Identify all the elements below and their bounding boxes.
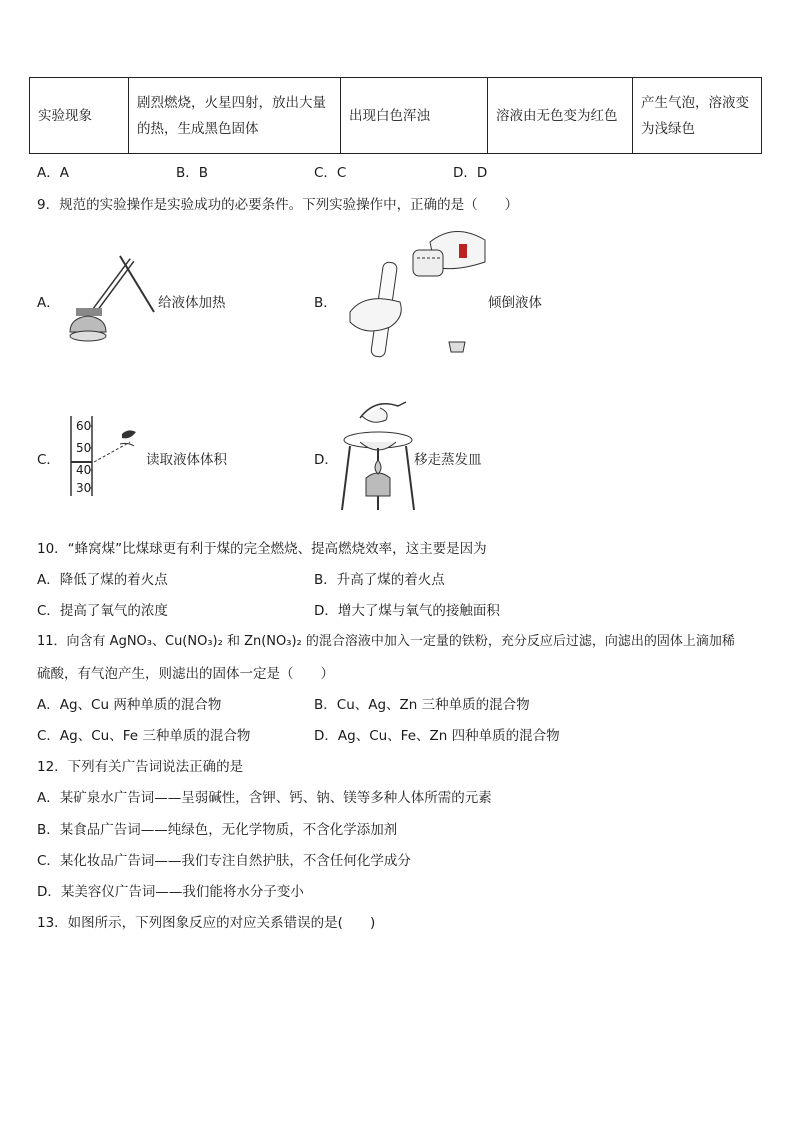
table-cell: 产生气泡，溶液变为浅绿色	[633, 78, 762, 154]
q9-option-d-letter[interactable]: D．	[314, 452, 338, 468]
q8-option-a[interactable]: A．A	[37, 165, 69, 181]
cylinder-tick-50: 50	[76, 441, 92, 455]
q11-option-a[interactable]: A．Ag、Cu 两种单质的混合物	[37, 697, 222, 713]
q10-option-c[interactable]: C．提高了氧气的浓度	[37, 603, 168, 619]
q10-stem: 10．“蜂窝煤”比煤球更有利于煤的完全燃烧、提高燃烧效率，这主要是因为	[37, 541, 487, 557]
q11-stem-line1: 11．向含有 AgNO₃、Cu(NO₃)₂ 和 Zn(NO₃)₂ 的混合溶液中加入一定量的铁粉，充分反应后过滤，向滤出的固体上滴加稀	[37, 634, 735, 649]
q12-stem: 12．下列有关广告词说法正确的是	[37, 759, 244, 775]
q12-option-d[interactable]: D．某美容仪广告词——我们能将水分子变小	[37, 884, 304, 900]
q11-option-b[interactable]: B．Cu、Ag、Zn 三种单质的混合物	[314, 697, 530, 713]
pouring-liquid-figure	[345, 222, 490, 362]
q11-stem-line2: 硫酸，有气泡产生，则滤出的固体一定是（ ）	[37, 666, 334, 682]
q9-option-b-letter[interactable]: B．	[314, 295, 337, 311]
observation-table	[29, 77, 762, 154]
evaporating-dish-figure	[340, 398, 415, 513]
q9-option-c-caption: 读取液体体积	[146, 452, 227, 468]
table-row	[30, 78, 762, 154]
q12-option-b[interactable]: B．某食品广告词——纯绿色，无化学物质，不含化学添加剂	[37, 822, 398, 838]
q8-option-b[interactable]: B．B	[176, 165, 209, 181]
cylinder-tick-30: 30	[76, 481, 92, 495]
q12-option-a[interactable]: A．某矿泉水广告词——呈弱碱性，含钾、钙、钠、镁等多种人体所需的元素	[37, 790, 492, 806]
cylinder-tick-40: 40	[76, 463, 92, 477]
q8-option-d[interactable]: D．D	[453, 165, 488, 181]
q11-option-d[interactable]: D．Ag、Cu、Fe、Zn 四种单质的混合物	[314, 728, 560, 744]
q9-option-a-caption: 给液体加热	[158, 295, 226, 311]
cylinder-tick-60: 60	[76, 419, 92, 433]
q10-option-b[interactable]: B．升高了煤的着火点	[314, 572, 445, 588]
q9-option-a-letter[interactable]: A．	[37, 295, 60, 311]
q12-option-c[interactable]: C．某化妆品广告词——我们专注自然护肤，不含任何化学成分	[37, 853, 411, 869]
table-cell: 剧烈燃烧，火星四射，放出大量的热，生成黑色固体	[129, 78, 341, 154]
q10-option-d[interactable]: D．增大了煤与氧气的接触面积	[314, 603, 500, 619]
q8-option-c[interactable]: C．C	[314, 165, 347, 181]
q9-option-c-letter[interactable]: C．	[37, 452, 60, 468]
q13-stem: 13．如图所示，下列图象反应的对应关系错误的是( )	[37, 915, 376, 931]
table-cell: 出现白色浑浊	[341, 78, 488, 154]
q9-option-d-caption: 移走蒸发皿	[414, 452, 482, 468]
q10-option-a[interactable]: A．降低了煤的着火点	[37, 572, 168, 588]
q11-option-c[interactable]: C．Ag、Cu、Fe 三种单质的混合物	[37, 728, 251, 744]
table-row-label: 实验现象	[30, 78, 129, 154]
q9-stem: 9．规范的实验操作是实验成功的必要条件。下列实验操作中，正确的是（ ）	[37, 197, 519, 213]
heating-liquid-figure	[62, 252, 162, 347]
table-cell: 溶液由无色变为红色	[488, 78, 633, 154]
q9-option-b-caption: 倾倒液体	[488, 295, 542, 311]
